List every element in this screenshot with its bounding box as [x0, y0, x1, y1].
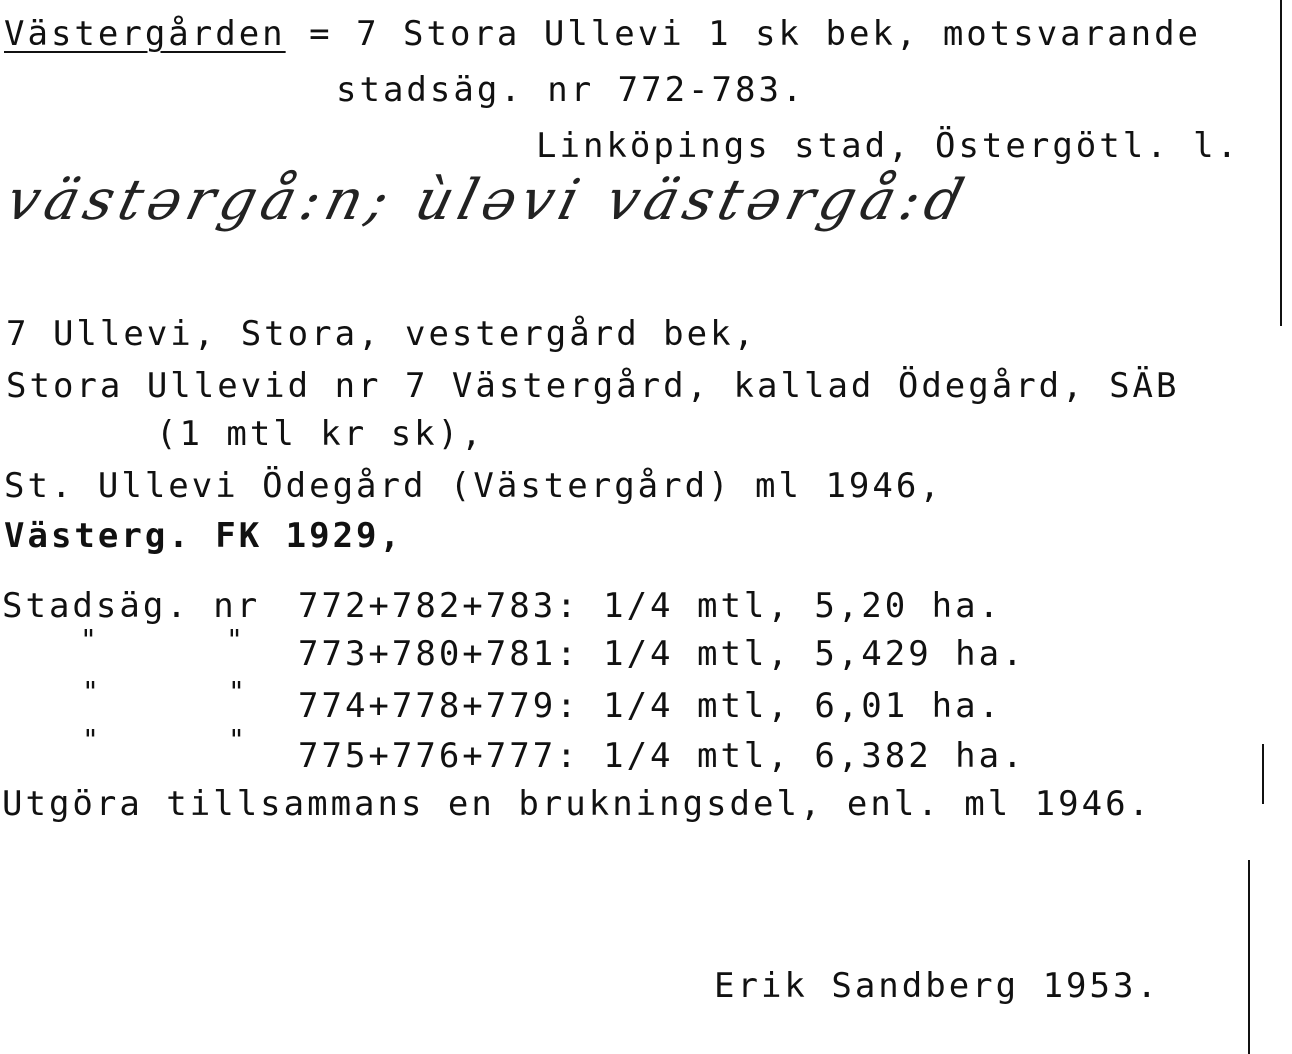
form-line-3: (1 mtl kr sk), — [156, 414, 485, 454]
signature: Erik Sandberg 1953. — [714, 966, 1160, 1006]
plot-row-3: 774+778+779: 1/4 mtl, 6,01 ha. — [298, 686, 1003, 726]
heading-line — [4, 14, 1201, 54]
location-line: Linköpings stad, Östergötl. l. — [536, 126, 1241, 166]
form-line-2: Stora Ullevid nr 7 Västergård, kallad Ödegård, SÄB — [6, 366, 1180, 406]
form-line-4: St. Ullevi Ödegård (Västergård) ml 1946, — [4, 466, 943, 506]
heading-description: 7 Stora Ullevi 1 sk bek, motsvarande — [356, 14, 1202, 54]
card-edge-line — [1248, 860, 1250, 1054]
ditto-mark: " — [228, 723, 245, 756]
form-line-1: 7 Ullevi, Stora, vestergård bek, — [6, 314, 758, 354]
heading-line-2: stadsäg. nr 772-783. — [336, 70, 806, 110]
form-line-bold: Västerg. FK 1929, — [4, 516, 403, 556]
card-edge-line — [1262, 744, 1264, 804]
plots-label: Stadsäg. nr — [2, 586, 261, 626]
ditto-mark: " — [80, 623, 97, 656]
ditto-mark: " — [226, 623, 243, 656]
heading-place-name: Västergården — [4, 14, 286, 54]
card-edge-line — [1280, 0, 1282, 326]
plot-row-4: 775+776+777: 1/4 mtl, 6,382 ha. — [298, 736, 1026, 776]
heading-separator: = — [309, 14, 333, 54]
ditto-mark: " — [82, 723, 99, 756]
ditto-mark: " — [228, 675, 245, 708]
plot-row-1: 772+782+783: 1/4 mtl, 5,20 ha. — [298, 586, 1003, 626]
handwritten-note: västərgå:n; ùləvi västərgå:d — [0, 168, 976, 233]
plot-row-2: 773+780+781: 1/4 mtl, 5,429 ha. — [298, 634, 1026, 674]
summary-line: Utgöra tillsammans en brukningsdel, enl. ml 1946. — [2, 784, 1153, 824]
ditto-mark: " — [82, 675, 99, 708]
